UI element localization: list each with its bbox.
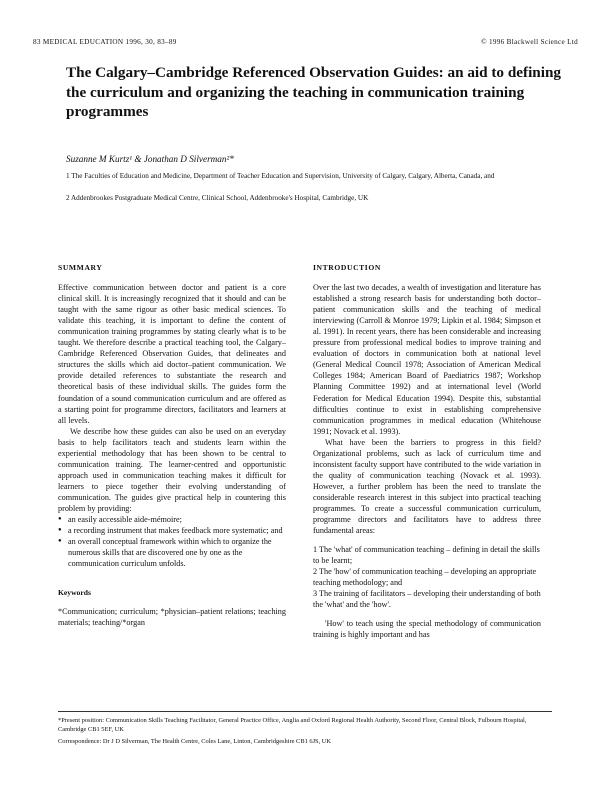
article-title: The Calgary–Cambridge Referenced Observation Guides: an aid to defining the curriculum and organizing the teaching in communication training programmes — [66, 64, 561, 120]
running-header-right: © 1996 Blackwell Science Ltd — [481, 38, 578, 46]
left-column — [58, 262, 286, 628]
introduction-paragraph: Over the last two decades, a wealth of investigation and literature has established a strong research basis for understanding both doctor–patient communication skills and the teaching of medical interviewing (Carroll & Monroe 1979; Lipkin et al. 1984; Simpson et al. 1991). In recent years, there has been considerable and increasing pressure from professional medical bodies to improve training and evaluation of doctors in communication both at national level (General Medical Council 1978; Association of American Medical Colleges 1984; American Board of Paediatrics 1987; Workshop Planning Committee 1992) and at international level (World Federation for Medical Education 1994). Despite this, substantial difficulties continue to exist in establishing comprehensive communication programmes in medical education (Whitehouse 1991; Novack et al. 1993). — [313, 283, 541, 436]
summary-bullet: ● an overall conceptual framework within which to organize the numerous skills that are discovered one by one as the communication curriculum unfolds. — [58, 536, 286, 569]
summary-bullet: ● a recording instrument that makes feedback more systematic; and — [58, 525, 286, 536]
introduction-heading: INTRODUCTION — [313, 263, 381, 272]
summary-bullet-list — [58, 514, 286, 569]
summary-heading: SUMMARY — [58, 263, 103, 272]
summary-bullet: ● an easily accessible aide-mémoire; — [58, 514, 286, 525]
footnote-divider — [58, 711, 552, 712]
right-column — [313, 262, 541, 641]
fundamental-area-item: 2 The 'how' of communication teaching – developing an appropriate teaching methodology; and — [313, 567, 537, 588]
running-header-left: 83 MEDICAL EDUCATION 1996, 30, 83–89 — [33, 38, 177, 46]
keywords-text: *Communication; curriculum; *physician–patient relations; teaching materials; teaching/*organ — [58, 607, 286, 628]
fundamental-area-item: 3 The training of facilitators – developing their understanding of both the 'what' and the 'how'. — [313, 589, 541, 610]
summary-paragraph: Effective communication between doctor and patient is a core clinical skill. It is increasingly recognized that it should and can be taught with the same rigour as other basic medical sciences. To validate this teaching, it is important to define the content of communication training programmes by stating clearly what is to be taught. We therefore describe a practical teaching tool, the Calgary–Cambridge Referenced Observation Guides, that delineates and structures the skills which aid doctor–patient communication. We provide detailed references to substantiate the research and theoretical basis of these individual skills. The guides form the foundation of a sound communication curriculum and are offered as a starting point for programme directors, facilitators and learners at all levels. — [58, 283, 286, 425]
fundamental-area-item: 1 The 'what' of communication teaching – defining in detail the skills to be learnt; — [313, 545, 540, 566]
introduction-closing: 'How' to teach using the special methodology of communication training is highly important and has — [313, 619, 541, 640]
footnote-correspondence: Correspondence: Dr J D Silverman, The Health Centre, Coles Lane, Linton, Cambridgeshire CB1 6JS, UK — [58, 738, 332, 745]
fundamental-areas-list — [313, 544, 541, 610]
introduction-paragraph: What have been the barriers to progress in this field? Organizational problems, such as lack of curriculum time and inconsistent faculty support have contributed to the wide variation in the quality of communication teaching (Novack et al. 1993). However, a further problem has been the need to translate the considerable research interest in this subject into practical teaching programmes. To create a successful communication curriculum, programme directors and facilitators have to address three fundamental areas: — [313, 437, 541, 536]
footnote-present-position: *Present position: Communication Skills Teaching Facilitator, General Practice Office, Anglia and Oxford Regional Health Authority, Second Floor, Central Block, Fulbourn Hospital, Cambridge CB1 5EF, UK — [58, 717, 527, 733]
keywords-heading: Keywords — [58, 588, 91, 598]
article-authors: Suzanne M Kurtz¹ & Jonathan D Silverman²* — [66, 154, 234, 164]
summary-paragraph: We describe how these guides can also be used on an everyday basis to help facilitators teach and students learn within the experiential methodology that has been shown to be central to communication training. The learner-centred and opportunistic approach used in communication teaching makes it difficult for learners to piece together their evolving understanding of communication. The guides give practical help in countering this problem by providing: — [58, 426, 286, 513]
affiliation-2: 2 Addenbrookes Postgraduate Medical Centre, Clinical School, Addenbrooke's Hospital, Cambridge, UK — [66, 194, 369, 202]
affiliation-1: 1 The Faculties of Education and Medicine, Department of Teacher Education and Supervision, University of Calgary, Calgary, Alberta, Canada, and — [66, 172, 495, 180]
